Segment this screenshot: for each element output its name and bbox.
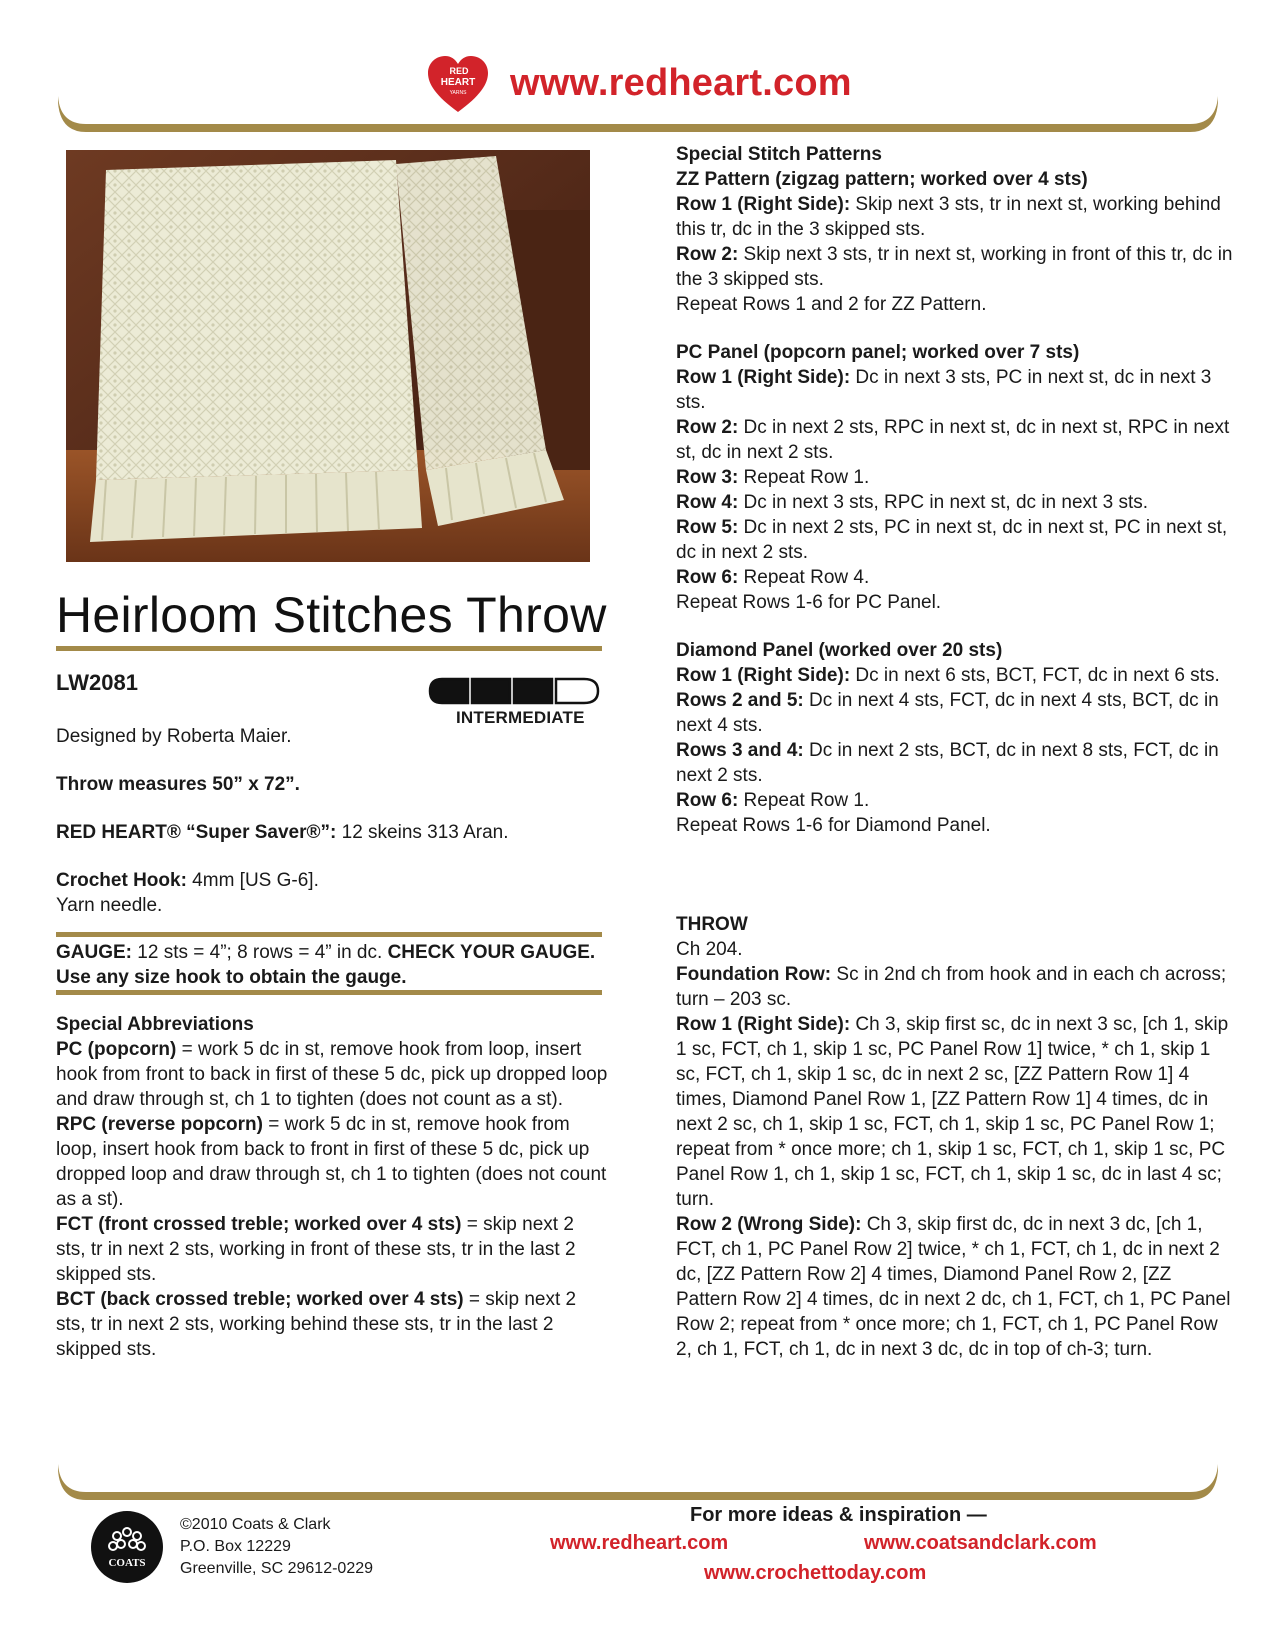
row-label: Row 3:: [676, 467, 739, 488]
gauge-value: 12 sts = 4”; 8 rows = 4” in dc.: [132, 942, 388, 963]
row-text: Dc in next 4 sts, FCT, dc in next 4 sts, BCT, dc in next 4 sts.: [676, 690, 1219, 736]
row-text: Skip next 3 sts, tr in next st, working in front of this tr, dc in the 3 skipped sts.: [676, 244, 1233, 290]
instruction-row: [676, 490, 1236, 515]
coats-logo-text: COATS: [108, 1557, 146, 1569]
throw-section: [676, 912, 1236, 1362]
row-label: Row 1 (Right Side):: [676, 194, 851, 215]
instruction-row: [676, 515, 1236, 565]
footer-link-crochettoday[interactable]: www.crochettoday.com: [704, 1562, 927, 1584]
abbreviation-item: [56, 1037, 608, 1112]
throw-heading: THROW: [676, 914, 748, 935]
yarn-line: [56, 820, 608, 845]
row-text: Dc in next 3 sts, RPC in next st, dc in next 3 sts.: [738, 492, 1148, 513]
instruction-row: [676, 415, 1236, 465]
chain-line: Ch 204.: [676, 939, 743, 960]
abbreviations-heading: Special Abbreviations: [56, 1014, 254, 1035]
abbreviation-item: [56, 1112, 608, 1212]
footer-link-redheart[interactable]: www.redheart.com: [550, 1532, 729, 1554]
pc-heading: PC Panel (popcorn panel; worked over 7 sts): [676, 342, 1080, 363]
gauge-check: CHECK YOUR GAUGE. Use any size hook to obtain the gauge.: [56, 942, 596, 988]
row-label: Row 5:: [676, 517, 739, 538]
instruction-row: [676, 192, 1236, 242]
special-patterns-heading: Special Stitch Patterns: [676, 144, 882, 165]
company-address: [180, 1514, 373, 1580]
abbreviation-term: PC (popcorn): [56, 1039, 177, 1060]
row-text: Dc in next 2 sts, PC in next st, dc in next st, PC in next st, dc in next 2 sts.: [676, 517, 1228, 563]
row-text: Repeat Row 1.: [738, 467, 870, 488]
logo-text-red: RED: [449, 66, 469, 76]
row-text: Skip next 3 sts, tr in next st, working behind this tr, dc in the 3 skipped sts.: [676, 194, 1221, 240]
row-text: Repeat Row 1.: [738, 790, 870, 811]
instruction-row: [676, 663, 1236, 688]
row-text: Ch 3, skip first sc, dc in next 3 sc, [ch 1, skip 1 sc, FCT, ch 1, skip 1 sc, PC Panel Row 1] twice, * ch 1, skip 1 sc, FCT, ch 1, skip 1 sc, dc in next 2 sc, [ZZ Pattern Row 1] 4 times, Diamond Panel Row 1, [ZZ Pattern Row 1] 4 times, dc in next 2 sc, ch 1, skip 1 sc, FCT, ch 1, skip 1 sc, PC Panel Row 1; repeat from * once more; ch 1, skip 1 sc, FCT, ch 1, skip 1 sc, PC Panel Row 1, ch 1, skip 1 sc, FCT, ch 1, skip 1 sc, dc in last 4 sc; turn.: [676, 1014, 1229, 1210]
header-site-url[interactable]: www.redheart.com: [510, 62, 852, 104]
zz-section: [676, 142, 1236, 317]
row-label: Row 1 (Right Side):: [676, 665, 851, 686]
instruction-row: [676, 242, 1236, 292]
city-line: Greenville, SC 29612-0229: [180, 1560, 374, 1577]
abbreviation-term: RPC (reverse popcorn): [56, 1114, 263, 1135]
row-label: Row 6:: [676, 790, 739, 811]
abbreviation-term: BCT (back crossed treble; worked over 4 sts): [56, 1289, 464, 1310]
pattern-number: LW2081: [56, 670, 138, 695]
row-label: Row 1 (Right Side):: [676, 367, 851, 388]
abbreviation-term: FCT (front crossed treble; worked over 4 sts): [56, 1214, 462, 1235]
size-line: Throw measures 50” x 72”.: [56, 774, 300, 795]
instruction-row: [676, 962, 1236, 1012]
row-text: Sc in 2nd ch from hook and in each ch across; turn – 203 sc.: [676, 964, 1227, 1010]
row-label: Rows 2 and 5:: [676, 690, 804, 711]
row-label: Row 1 (Right Side):: [676, 1014, 851, 1035]
row-label: Row 2:: [676, 417, 739, 438]
row-label: Foundation Row:: [676, 964, 832, 985]
yarn-label: RED HEART® “Super Saver®”:: [56, 822, 337, 843]
po-box-line: P.O. Box 12229: [180, 1538, 291, 1555]
throw-photo: [66, 150, 590, 562]
row-text: Repeat Row 4.: [738, 567, 870, 588]
row-text: Dc in next 2 sts, RPC in next st, dc in next st, RPC in next st, dc in next 2 sts.: [676, 417, 1230, 463]
gauge-rule-top: [56, 932, 602, 937]
row-text: Dc in next 2 sts, BCT, dc in next 8 sts, FCT, dc in next 2 sts.: [676, 740, 1219, 786]
logo-text-yarns: YARNS: [449, 90, 467, 96]
abbreviation-item: [56, 1212, 608, 1287]
hook-value: 4mm [US G-6].: [186, 870, 319, 891]
instruction-row: [676, 788, 1236, 813]
repeat-line: Repeat Rows 1 and 2 for ZZ Pattern.: [676, 294, 987, 315]
zz-heading: ZZ Pattern (zigzag pattern; worked over 4 sts): [676, 169, 1088, 190]
repeat-line: Repeat Rows 1-6 for Diamond Panel.: [676, 815, 991, 836]
abbreviations-block: [56, 1012, 608, 1362]
instruction-row: [676, 688, 1236, 738]
row-label: Rows 3 and 4:: [676, 740, 804, 761]
designer-line: Designed by Roberta Maier.: [56, 726, 292, 747]
pc-section: [676, 340, 1236, 615]
instruction-row: [676, 565, 1236, 590]
abbreviation-text: = skip next 2 sts, tr in next 2 sts, working behind these sts, tr in the last 2 skipped sts.: [56, 1289, 577, 1360]
row-label: Row 2:: [676, 244, 739, 265]
copyright-line: ©2010 Coats & Clark: [180, 1516, 331, 1533]
coats-logo: [90, 1510, 164, 1584]
instruction-row: [676, 1212, 1236, 1362]
pattern-title: Heirloom Stitches Throw: [56, 587, 607, 643]
more-ideas-text: For more ideas & inspiration —: [690, 1504, 987, 1526]
row-label: Row 6:: [676, 567, 739, 588]
gauge-block: [56, 940, 602, 990]
diamond-section: [676, 638, 1236, 838]
header-gold-band: [58, 96, 1218, 136]
diamond-heading: Diamond Panel (worked over 20 sts): [676, 640, 1003, 661]
gauge-label: GAUGE:: [56, 942, 132, 963]
abbreviation-item: [56, 1287, 608, 1362]
footer-gold-band: [58, 1464, 1218, 1504]
row-text: Dc in next 3 sts, PC in next st, dc in next 3 sts.: [676, 367, 1212, 413]
hook-label: Crochet Hook:: [56, 870, 187, 891]
instruction-row: [676, 1012, 1236, 1212]
repeat-line: Repeat Rows 1-6 for PC Panel.: [676, 592, 942, 613]
row-label: Row 4:: [676, 492, 739, 513]
row-text: Ch 3, skip first dc, dc in next 3 dc, [ch 1, FCT, ch 1, PC Panel Row 2] twice, * ch 1, FCT, ch 1, dc in next 2 dc, [ZZ Pattern Row 2] 4 times, Diamond Panel Row 2, [ZZ Pattern Row 2] 4 times, dc in next 2 dc, ch 1, FCT, ch 1, PC Panel Row 2; repeat from * once more; ch 1, FCT, ch 1, PC Panel Row 2, ch 1, FCT, ch 1, dc in next 3 dc, dc in top of ch-3; turn.: [676, 1214, 1231, 1360]
row-label: Row 2 (Wrong Side):: [676, 1214, 862, 1235]
title-rule: [56, 646, 602, 651]
instruction-row: [676, 738, 1236, 788]
instruction-row: [676, 365, 1236, 415]
abbreviation-text: = work 5 dc in st, remove hook from loop, insert hook from back to front in first of these 5 dc, pick up dropped loop and draw through st, ch 1 to tighten (does not count as a st).: [56, 1114, 607, 1210]
footer-link-coatsandclark[interactable]: www.coatsandclark.com: [864, 1532, 1097, 1554]
abbreviation-text: = skip next 2 sts, tr in next 2 sts, working in front of these sts, tr in the last 2 skipped sts.: [56, 1214, 576, 1285]
yarn-value: 12 skeins 313 Aran.: [336, 822, 509, 843]
hook-line: [56, 868, 608, 893]
skill-level-icon: [428, 677, 600, 705]
abbreviation-text: = work 5 dc in st, remove hook from loop, insert hook from front to back in first of these 5 dc, pick up dropped loop and draw through st, ch 1 to tighten (does not count as a st).: [56, 1039, 608, 1110]
row-text: Dc in next 6 sts, BCT, FCT, dc in next 6 sts.: [850, 665, 1220, 686]
instruction-row: [676, 465, 1236, 490]
gauge-rule-bottom: [56, 990, 602, 995]
skill-level-label: INTERMEDIATE: [456, 708, 585, 727]
needle-line: Yarn needle.: [56, 895, 163, 916]
logo-text-heart: HEART: [440, 77, 476, 88]
